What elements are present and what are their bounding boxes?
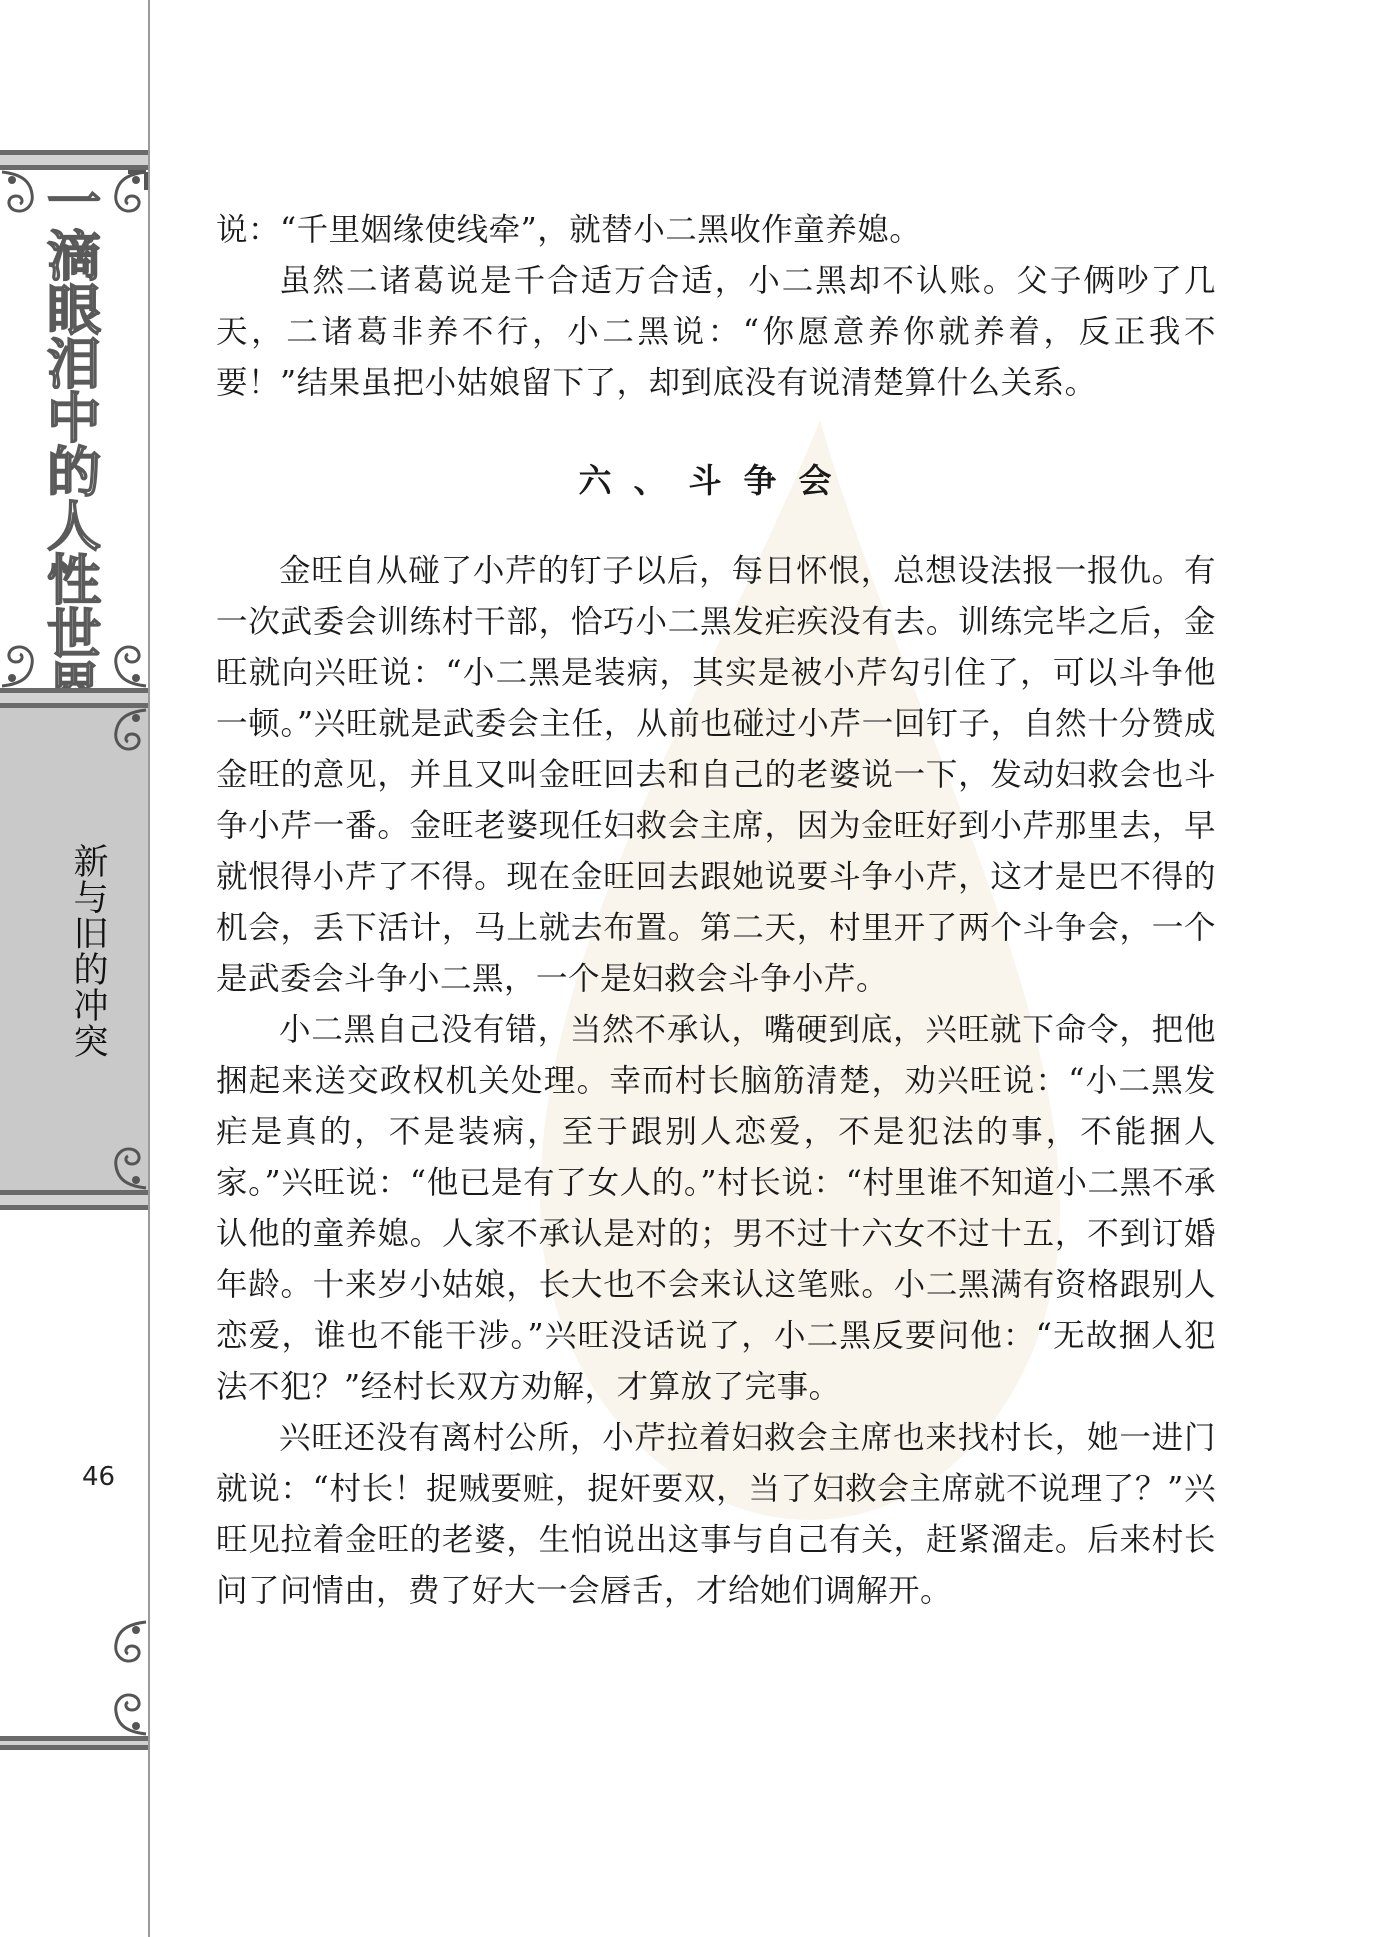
section-title-char: 与 bbox=[73, 879, 109, 919]
sidebar-footer-band bbox=[0, 1736, 148, 1750]
section-title bbox=[66, 845, 116, 1061]
paragraph: 金旺自从碰了小芹的钉子以后，每日怀恨，总想设法报一报仇。有一次武委会训练村干部，恰巧小二黑发疟疾没有去。训练完毕之后，金旺就向兴旺说：“小二黑是装病，其实是被小芹勾引住了，可以斗争他一顿。”兴旺就是武委会主任，从前也碰过小芹一回钉子，自然十分赞成金旺的意见，并且又叫金旺回去和自己的老婆说一下，发动妇救会也斗争小芹一番。金旺老婆现任妇救会主席，因为金旺好到小芹那里去，早就恨得小芹了不得。现在金旺回去跟她说要斗争小芹，这才是巴不得的机会，丢下活计，马上就去布置。第二天，村里开了两个斗争会，一个是武委会斗争小二黑，一个是妇救会斗争小芹。 bbox=[216, 553, 1216, 997]
page-number: 46 bbox=[82, 1462, 116, 1492]
book-title-char: 人 bbox=[47, 494, 101, 558]
sidebar-middle-band bbox=[0, 688, 148, 708]
page-content bbox=[216, 205, 1216, 1617]
book-title-char: 的 bbox=[47, 440, 101, 504]
book-title-char: 世 bbox=[47, 602, 101, 666]
ornament-icon bbox=[88, 1130, 148, 1190]
chapter-heading: 六、斗争会 bbox=[578, 461, 854, 500]
sidebar bbox=[0, 0, 148, 1937]
paragraph: 说：“千里姻缘使线牵”，就替小二黑收作童养媳。 bbox=[216, 212, 922, 248]
section-title-char: 旧 bbox=[73, 915, 109, 955]
book-title-char: 眼 bbox=[47, 278, 101, 342]
book-title-char: 滴 bbox=[47, 224, 101, 288]
sidebar-top-band bbox=[0, 150, 148, 170]
sidebar-divider bbox=[148, 0, 150, 1937]
section-title-char: 的 bbox=[73, 951, 109, 991]
book-title-char: 性 bbox=[47, 548, 101, 612]
sidebar-bottom-band bbox=[0, 1190, 148, 1210]
ornament-icon bbox=[88, 708, 148, 768]
paragraph: 虽然二诸葛说是千合适万合适，小二黑却不认账。父子俩吵了几天，二诸葛非养不行，小二黑说：“你愿意养你就养着，反正我不要！”结果虽把小姑娘留下了，却到底没有说清楚算什么关系。 bbox=[216, 263, 1216, 401]
book-title bbox=[6, 170, 142, 680]
book-title-char: 中 bbox=[47, 386, 101, 450]
paragraph: 兴旺还没有离村公所，小芹拉着妇救会主席也来找村长，她一进门就说：“村长！捉贼要赃，捉奸要双，当了妇救会主席就不说理了？”兴旺见拉着金旺的老婆，生怕说出这事与自己有关，赶紧溜走。后来村长问了问情由，费了好大一会唇舌，才给她们调解开。 bbox=[216, 1420, 1216, 1609]
ornament-icon bbox=[88, 1676, 148, 1736]
section-title-char: 突 bbox=[73, 1023, 109, 1063]
section-title-char: 冲 bbox=[73, 987, 109, 1027]
book-title-char: 一 bbox=[47, 170, 101, 234]
ornament-icon bbox=[88, 1620, 148, 1680]
section-title-char: 新 bbox=[73, 843, 109, 883]
book-title-char: 泪 bbox=[47, 332, 101, 396]
paragraph: 小二黑自己没有错，当然不承认，嘴硬到底，兴旺就下命令，把他捆起来送交政权机关处理。幸而村长脑筋清楚，劝兴旺说：“小二黑发疟是真的，不是装病，至于跟别人恋爱，不是犯法的事，不能捆人家。”兴旺说：“他已是有了女人的。”村长说：“村里谁不知道小二黑不承认他的童养媳。人家不承认是对的；男不过十六女不过十五，不到订婚年龄。十来岁小姑娘，长大也不会来认这笔账。小二黑满有资格跟别人恋爱，谁也不能干涉。”兴旺没话说了，小二黑反要问他：“无故捆人犯法不犯？”经村长双方劝解，才算放了完事。 bbox=[216, 1012, 1216, 1405]
